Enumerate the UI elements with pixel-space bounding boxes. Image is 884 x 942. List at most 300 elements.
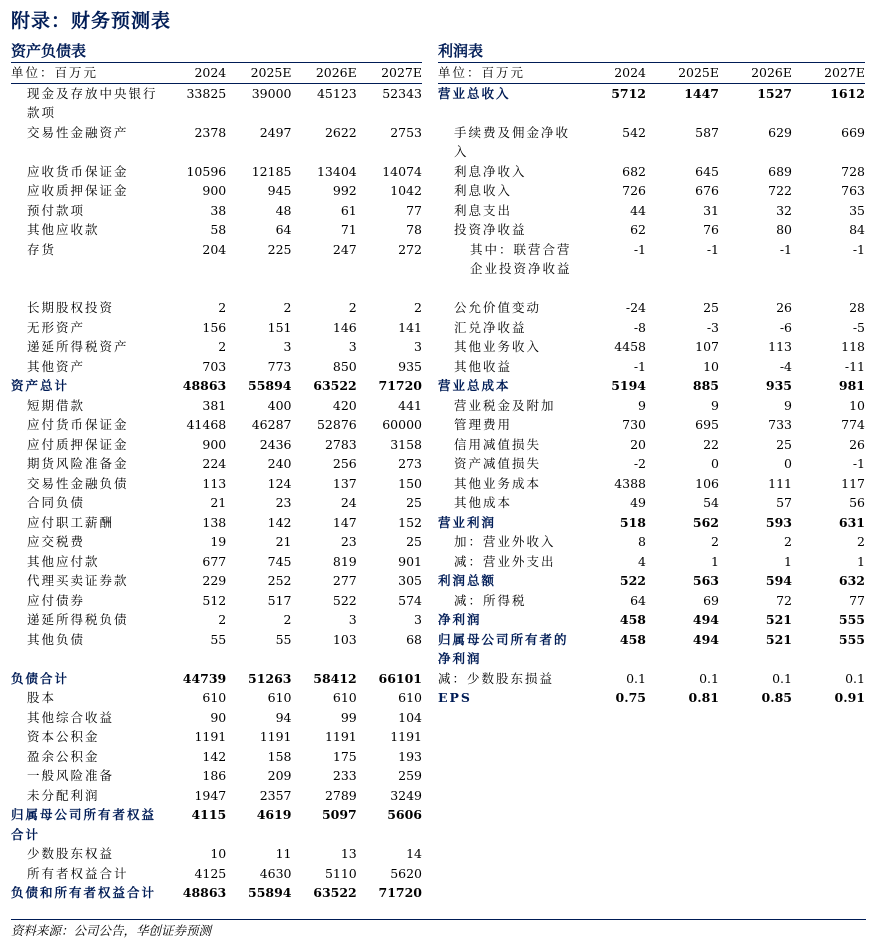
page-title: 附录：财务预测表 xyxy=(11,10,172,32)
row-value: 703 xyxy=(202,358,227,374)
row-value: -1 xyxy=(779,241,792,257)
row-value: 151 xyxy=(267,319,292,335)
row-value: 563 xyxy=(692,573,719,588)
row-value: 2 xyxy=(857,534,865,549)
row-value: 0.85 xyxy=(761,690,792,705)
table-row xyxy=(11,688,422,708)
row-value: -4 xyxy=(779,358,792,374)
table-row xyxy=(438,318,865,338)
row-value: 84 xyxy=(849,222,865,237)
row-value: 885 xyxy=(692,378,719,393)
row-value: 669 xyxy=(841,124,865,140)
row-value: 1191 xyxy=(259,729,292,744)
row-value: 0 xyxy=(711,456,719,471)
row-value: 44739 xyxy=(182,670,227,686)
row-label: 无形资产 xyxy=(27,319,86,335)
row-value: 542 xyxy=(622,124,646,140)
row-label: 营业税金及附加 xyxy=(454,397,556,413)
row-value: 1947 xyxy=(194,787,227,803)
table-row xyxy=(438,591,865,611)
row-value: 0.1 xyxy=(626,670,646,686)
row-value: 99 xyxy=(340,709,357,725)
row-value: 48 xyxy=(275,202,292,218)
row-value: 111 xyxy=(768,475,792,491)
row-value: 224 xyxy=(202,456,227,471)
row-value: 730 xyxy=(622,417,646,432)
row-value: 2 xyxy=(283,612,292,627)
row-label: 其他综合收益 xyxy=(27,709,115,725)
row-value: 512 xyxy=(202,592,227,608)
row-value: 555 xyxy=(838,612,865,627)
row-value: 11 xyxy=(275,846,292,861)
row-value: 458 xyxy=(619,612,646,627)
row-value: 1191 xyxy=(324,729,357,744)
table-row xyxy=(11,883,422,922)
row-value: 90 xyxy=(210,709,227,725)
row-value: 141 xyxy=(398,319,422,335)
row-value: -1 xyxy=(633,241,646,257)
row-label: 归属母公司所有者的净利润 xyxy=(438,631,569,666)
row-label: 所有者权益合计 xyxy=(27,865,129,881)
row-value: 64 xyxy=(630,592,646,608)
row-value: 0.91 xyxy=(834,690,865,705)
row-label: 合同负债 xyxy=(27,495,86,510)
table-row xyxy=(438,610,865,630)
row-label: 其他应付款 xyxy=(27,553,100,569)
row-value: 2 xyxy=(784,534,792,549)
row-value: 22 xyxy=(703,436,719,452)
row-value: 381 xyxy=(202,397,227,413)
row-value: 733 xyxy=(768,417,792,432)
row-value: 981 xyxy=(838,378,865,393)
row-value: 273 xyxy=(398,456,422,471)
row-value: 150 xyxy=(398,475,422,491)
income-statement-title: 利润表 xyxy=(438,40,865,63)
row-label: 利息净收入 xyxy=(454,163,527,179)
row-label: 应收质押保证金 xyxy=(27,183,129,198)
row-value: 610 xyxy=(202,690,227,705)
row-value: 610 xyxy=(398,690,422,705)
balance-sheet-header-row xyxy=(11,63,422,83)
unit-label: 单位：百万元 xyxy=(438,65,526,80)
row-value: 25 xyxy=(776,436,792,452)
row-value: -1 xyxy=(852,456,865,471)
row-value: 935 xyxy=(398,358,422,374)
row-value: 5620 xyxy=(390,865,422,881)
table-row xyxy=(11,162,422,182)
row-value: 13 xyxy=(340,846,357,861)
row-value: 726 xyxy=(622,183,646,198)
row-value: 629 xyxy=(768,124,792,140)
row-value: 1042 xyxy=(390,183,422,198)
table-row xyxy=(438,454,865,474)
table-row xyxy=(438,513,865,533)
row-value: 14074 xyxy=(382,163,422,179)
row-value: 0.75 xyxy=(615,690,646,705)
row-value: 21 xyxy=(275,534,292,549)
row-value: 41468 xyxy=(186,417,227,432)
table-row xyxy=(11,552,422,572)
row-label: 应付债券 xyxy=(27,592,86,608)
row-label: 减：少数股东损益 xyxy=(438,670,555,686)
row-value: 763 xyxy=(841,183,865,198)
row-label: 管理费用 xyxy=(454,417,513,432)
year-header: 2026E xyxy=(751,65,792,80)
row-value: 23 xyxy=(275,495,292,510)
row-value: 9 xyxy=(784,397,792,413)
row-value: 2 xyxy=(711,534,719,549)
row-label: EPS xyxy=(438,690,472,705)
row-value: 233 xyxy=(332,768,357,783)
balance-sheet-title: 资产负债表 xyxy=(11,40,422,63)
row-value: 25 xyxy=(406,534,422,549)
row-value: 2 xyxy=(218,300,227,315)
row-label: 营业总成本 xyxy=(438,378,511,393)
row-value: 562 xyxy=(692,514,719,530)
row-value: 3158 xyxy=(390,436,422,452)
row-value: 935 xyxy=(765,378,792,393)
row-label: 递延所得税资产 xyxy=(27,339,129,354)
row-value: 13404 xyxy=(316,163,357,179)
row-value: 14 xyxy=(406,846,422,861)
table-row xyxy=(11,337,422,357)
row-value: 2497 xyxy=(259,124,292,140)
row-value: 2622 xyxy=(324,124,357,140)
row-label: 其他应收款 xyxy=(27,222,100,237)
row-value: 4619 xyxy=(256,807,292,822)
row-value: 142 xyxy=(267,514,292,530)
table-row xyxy=(11,220,422,240)
row-value: -1 xyxy=(852,241,865,257)
row-value: 594 xyxy=(765,573,792,588)
row-value: 992 xyxy=(332,183,357,198)
table-row xyxy=(438,669,865,689)
row-value: 69 xyxy=(703,592,719,608)
row-value: 695 xyxy=(695,417,719,432)
row-value: 2783 xyxy=(324,436,357,452)
row-value: 25 xyxy=(406,495,422,510)
row-label: 存货 xyxy=(27,241,57,257)
row-value: 593 xyxy=(765,514,792,530)
table-row xyxy=(11,396,422,416)
row-value: 55894 xyxy=(248,378,292,393)
row-value: 494 xyxy=(692,612,719,627)
row-value: 158 xyxy=(267,748,292,764)
year-header: 2026E xyxy=(315,65,357,80)
row-value: 229 xyxy=(202,573,227,588)
row-value: 58412 xyxy=(313,670,357,686)
row-value: 5712 xyxy=(611,85,646,101)
row-value: 225 xyxy=(267,241,292,257)
row-value: 587 xyxy=(695,124,719,140)
row-value: 5194 xyxy=(611,378,646,393)
row-value: 458 xyxy=(619,631,646,647)
row-value: -8 xyxy=(633,319,646,335)
row-label: 归属母公司所有者权益合计 xyxy=(11,807,157,842)
row-value: 10 xyxy=(849,397,865,413)
row-value: 26 xyxy=(849,436,865,452)
balance-sheet-table xyxy=(11,63,422,922)
row-label: 期货风险准备金 xyxy=(27,456,129,471)
table-row xyxy=(438,357,865,377)
row-label: 应收货币保证金 xyxy=(27,163,129,179)
row-value: 3 xyxy=(348,612,357,627)
row-value: 77 xyxy=(406,202,422,218)
row-value: 175 xyxy=(332,748,357,764)
row-value: 113 xyxy=(768,339,792,354)
row-value: -6 xyxy=(779,319,792,335)
unit-label: 单位：百万元 xyxy=(11,65,99,80)
row-value: 8 xyxy=(638,534,646,549)
row-value: 71 xyxy=(340,222,357,237)
row-label: 应付职工薪酬 xyxy=(27,514,115,530)
table-row xyxy=(11,513,422,533)
table-row xyxy=(11,747,422,767)
row-value: 1527 xyxy=(757,85,792,101)
row-label: 应付货币保证金 xyxy=(27,417,129,432)
row-value: 945 xyxy=(267,183,292,198)
row-value: 72 xyxy=(776,592,792,608)
row-value: 0.81 xyxy=(688,690,719,705)
table-row xyxy=(11,591,422,611)
row-value: 146 xyxy=(332,319,357,335)
table-row xyxy=(11,844,422,864)
row-value: 774 xyxy=(841,417,865,432)
row-value: 52876 xyxy=(316,417,357,432)
table-row xyxy=(11,415,422,435)
row-value: 773 xyxy=(267,358,292,374)
row-value: 78 xyxy=(406,222,422,237)
table-row xyxy=(11,766,422,786)
row-value: 48863 xyxy=(182,378,227,393)
row-value: 55 xyxy=(210,631,227,647)
row-value: 2357 xyxy=(259,787,292,803)
table-row xyxy=(11,571,422,591)
row-label: 其他成本 xyxy=(454,495,513,510)
table-row xyxy=(438,552,865,572)
row-value: 900 xyxy=(202,183,227,198)
row-value: 10 xyxy=(703,358,719,374)
row-value: 107 xyxy=(695,339,719,354)
row-value: 850 xyxy=(332,358,357,374)
row-value: 71720 xyxy=(378,885,422,900)
row-label: 递延所得税负债 xyxy=(27,612,129,627)
row-label: 其他收益 xyxy=(454,358,513,374)
row-value: 1 xyxy=(784,553,792,569)
row-value: 12185 xyxy=(251,163,292,179)
row-value: -11 xyxy=(844,358,865,374)
table-row xyxy=(11,298,422,318)
row-value: 64 xyxy=(275,222,292,237)
row-value: 305 xyxy=(398,573,422,588)
table-row xyxy=(438,415,865,435)
row-value: 4115 xyxy=(191,807,227,822)
table-row xyxy=(438,220,865,240)
row-value: 1 xyxy=(857,553,865,569)
income-statement-panel xyxy=(438,40,865,708)
year-header: 2027E xyxy=(824,65,865,80)
row-label: 汇兑净收益 xyxy=(454,319,527,335)
table-row xyxy=(11,532,422,552)
row-value: 106 xyxy=(695,475,719,491)
row-value: 5110 xyxy=(324,865,357,881)
table-row xyxy=(438,162,865,182)
row-value: 3 xyxy=(348,339,357,354)
row-value: 147 xyxy=(332,514,357,530)
row-value: 2 xyxy=(283,300,292,315)
row-label: 利息支出 xyxy=(454,202,513,218)
row-value: 28 xyxy=(849,300,865,315)
row-value: 677 xyxy=(202,553,227,569)
row-value: 66101 xyxy=(378,670,422,686)
row-value: 32 xyxy=(776,202,792,218)
row-label: 营业总收入 xyxy=(438,85,511,101)
table-row xyxy=(11,83,422,123)
table-row xyxy=(438,571,865,591)
row-value: 49 xyxy=(630,495,646,510)
row-value: 2789 xyxy=(324,787,357,803)
table-row xyxy=(11,318,422,338)
row-label: 其他业务收入 xyxy=(454,339,542,354)
row-label: 应付质押保证金 xyxy=(27,436,129,452)
row-value: 555 xyxy=(838,631,865,647)
row-value: 10 xyxy=(210,846,227,861)
row-value: 4125 xyxy=(194,865,227,881)
row-value: 48863 xyxy=(182,885,227,900)
row-value: 441 xyxy=(398,397,422,413)
table-row xyxy=(438,123,865,162)
row-value: 900 xyxy=(202,436,227,452)
row-value: 60000 xyxy=(382,417,422,432)
row-value: 2436 xyxy=(259,436,292,452)
row-value: 62 xyxy=(630,222,646,237)
row-label: 短期借款 xyxy=(27,397,86,413)
row-value: 25 xyxy=(703,300,719,315)
row-value: 1612 xyxy=(830,85,865,101)
row-value: 117 xyxy=(841,475,865,491)
row-value: 645 xyxy=(695,163,719,179)
row-value: 57 xyxy=(776,495,792,510)
table-row xyxy=(438,298,865,318)
row-value: 610 xyxy=(332,690,357,705)
row-value: 3249 xyxy=(390,787,422,803)
row-value: 682 xyxy=(622,163,646,179)
row-label: 负债合计 xyxy=(11,670,70,686)
row-value: 247 xyxy=(332,241,357,257)
row-value: 240 xyxy=(267,456,292,471)
row-value: 142 xyxy=(202,748,227,764)
income-statement-body xyxy=(438,83,865,708)
table-row xyxy=(11,630,422,669)
row-value: 204 xyxy=(202,241,227,257)
row-label: 交易性金融资产 xyxy=(27,124,129,140)
row-value: 1447 xyxy=(684,85,719,101)
row-value: 722 xyxy=(768,183,792,198)
row-value: 2753 xyxy=(390,124,422,140)
table-row xyxy=(438,396,865,416)
year-header: 2025E xyxy=(678,65,719,80)
row-value: 76 xyxy=(703,222,719,237)
table-row xyxy=(438,240,865,299)
row-label: 营业利润 xyxy=(438,514,497,530)
row-label: 其他负债 xyxy=(27,631,86,647)
row-value: 745 xyxy=(267,553,292,569)
table-row xyxy=(438,532,865,552)
row-value: 610 xyxy=(267,690,292,705)
row-label: 未分配利润 xyxy=(27,787,100,803)
row-label: 预付款项 xyxy=(27,202,86,218)
row-value: -24 xyxy=(625,300,646,315)
row-value: 3 xyxy=(414,612,422,627)
row-label: 现金及存放中央银行款项 xyxy=(27,85,158,120)
row-value: 256 xyxy=(332,456,357,471)
row-value: 2 xyxy=(218,612,227,627)
row-value: 138 xyxy=(202,514,227,530)
year-header: 2024 xyxy=(194,65,227,80)
table-row xyxy=(11,201,422,221)
row-value: 55894 xyxy=(248,885,292,900)
row-value: 77 xyxy=(849,592,865,608)
row-value: 52343 xyxy=(382,85,422,101)
row-label: 减：所得税 xyxy=(454,592,527,608)
row-value: -5 xyxy=(852,319,865,335)
row-value: 209 xyxy=(267,768,292,783)
row-value: 676 xyxy=(695,183,719,198)
row-value: 522 xyxy=(332,592,357,608)
row-value: 0.1 xyxy=(772,670,792,686)
year-header: 2027E xyxy=(381,65,422,80)
row-value: 39000 xyxy=(251,85,292,101)
row-value: 21 xyxy=(210,495,227,510)
row-value: 44 xyxy=(630,202,646,218)
row-value: 51263 xyxy=(248,670,292,686)
row-value: 56 xyxy=(849,495,865,510)
row-value: 94 xyxy=(275,709,292,725)
table-row xyxy=(11,727,422,747)
row-value: 156 xyxy=(202,319,227,335)
table-row xyxy=(11,435,422,455)
row-value: 58 xyxy=(210,222,227,237)
table-row xyxy=(11,864,422,884)
row-value: 420 xyxy=(332,397,357,413)
row-value: 63522 xyxy=(313,378,357,393)
row-label: 其中：联营合营企业投资净收益 xyxy=(470,241,572,276)
row-label: 公允价值变动 xyxy=(454,300,542,315)
income-statement-header-row xyxy=(438,63,865,83)
row-value: 728 xyxy=(841,163,865,179)
row-value: 4630 xyxy=(259,865,292,881)
row-value: 518 xyxy=(619,514,646,530)
table-row xyxy=(438,688,865,708)
row-value: 3 xyxy=(414,339,422,354)
row-label: 交易性金融负债 xyxy=(27,475,129,491)
row-value: -3 xyxy=(706,319,719,335)
row-value: 10596 xyxy=(186,163,227,179)
row-value: 2378 xyxy=(194,124,227,140)
row-label: 净利润 xyxy=(438,612,482,627)
row-label: 其他业务成本 xyxy=(454,475,542,491)
row-value: 38 xyxy=(210,202,227,218)
row-value: 71720 xyxy=(378,378,422,393)
row-value: 521 xyxy=(765,631,792,647)
row-value: 2 xyxy=(348,300,357,315)
table-row xyxy=(11,669,422,689)
row-label: 资产减值损失 xyxy=(454,456,542,471)
row-value: 24 xyxy=(340,495,357,510)
row-value: 26 xyxy=(776,300,792,315)
table-row xyxy=(11,181,422,201)
row-value: 80 xyxy=(776,222,792,237)
